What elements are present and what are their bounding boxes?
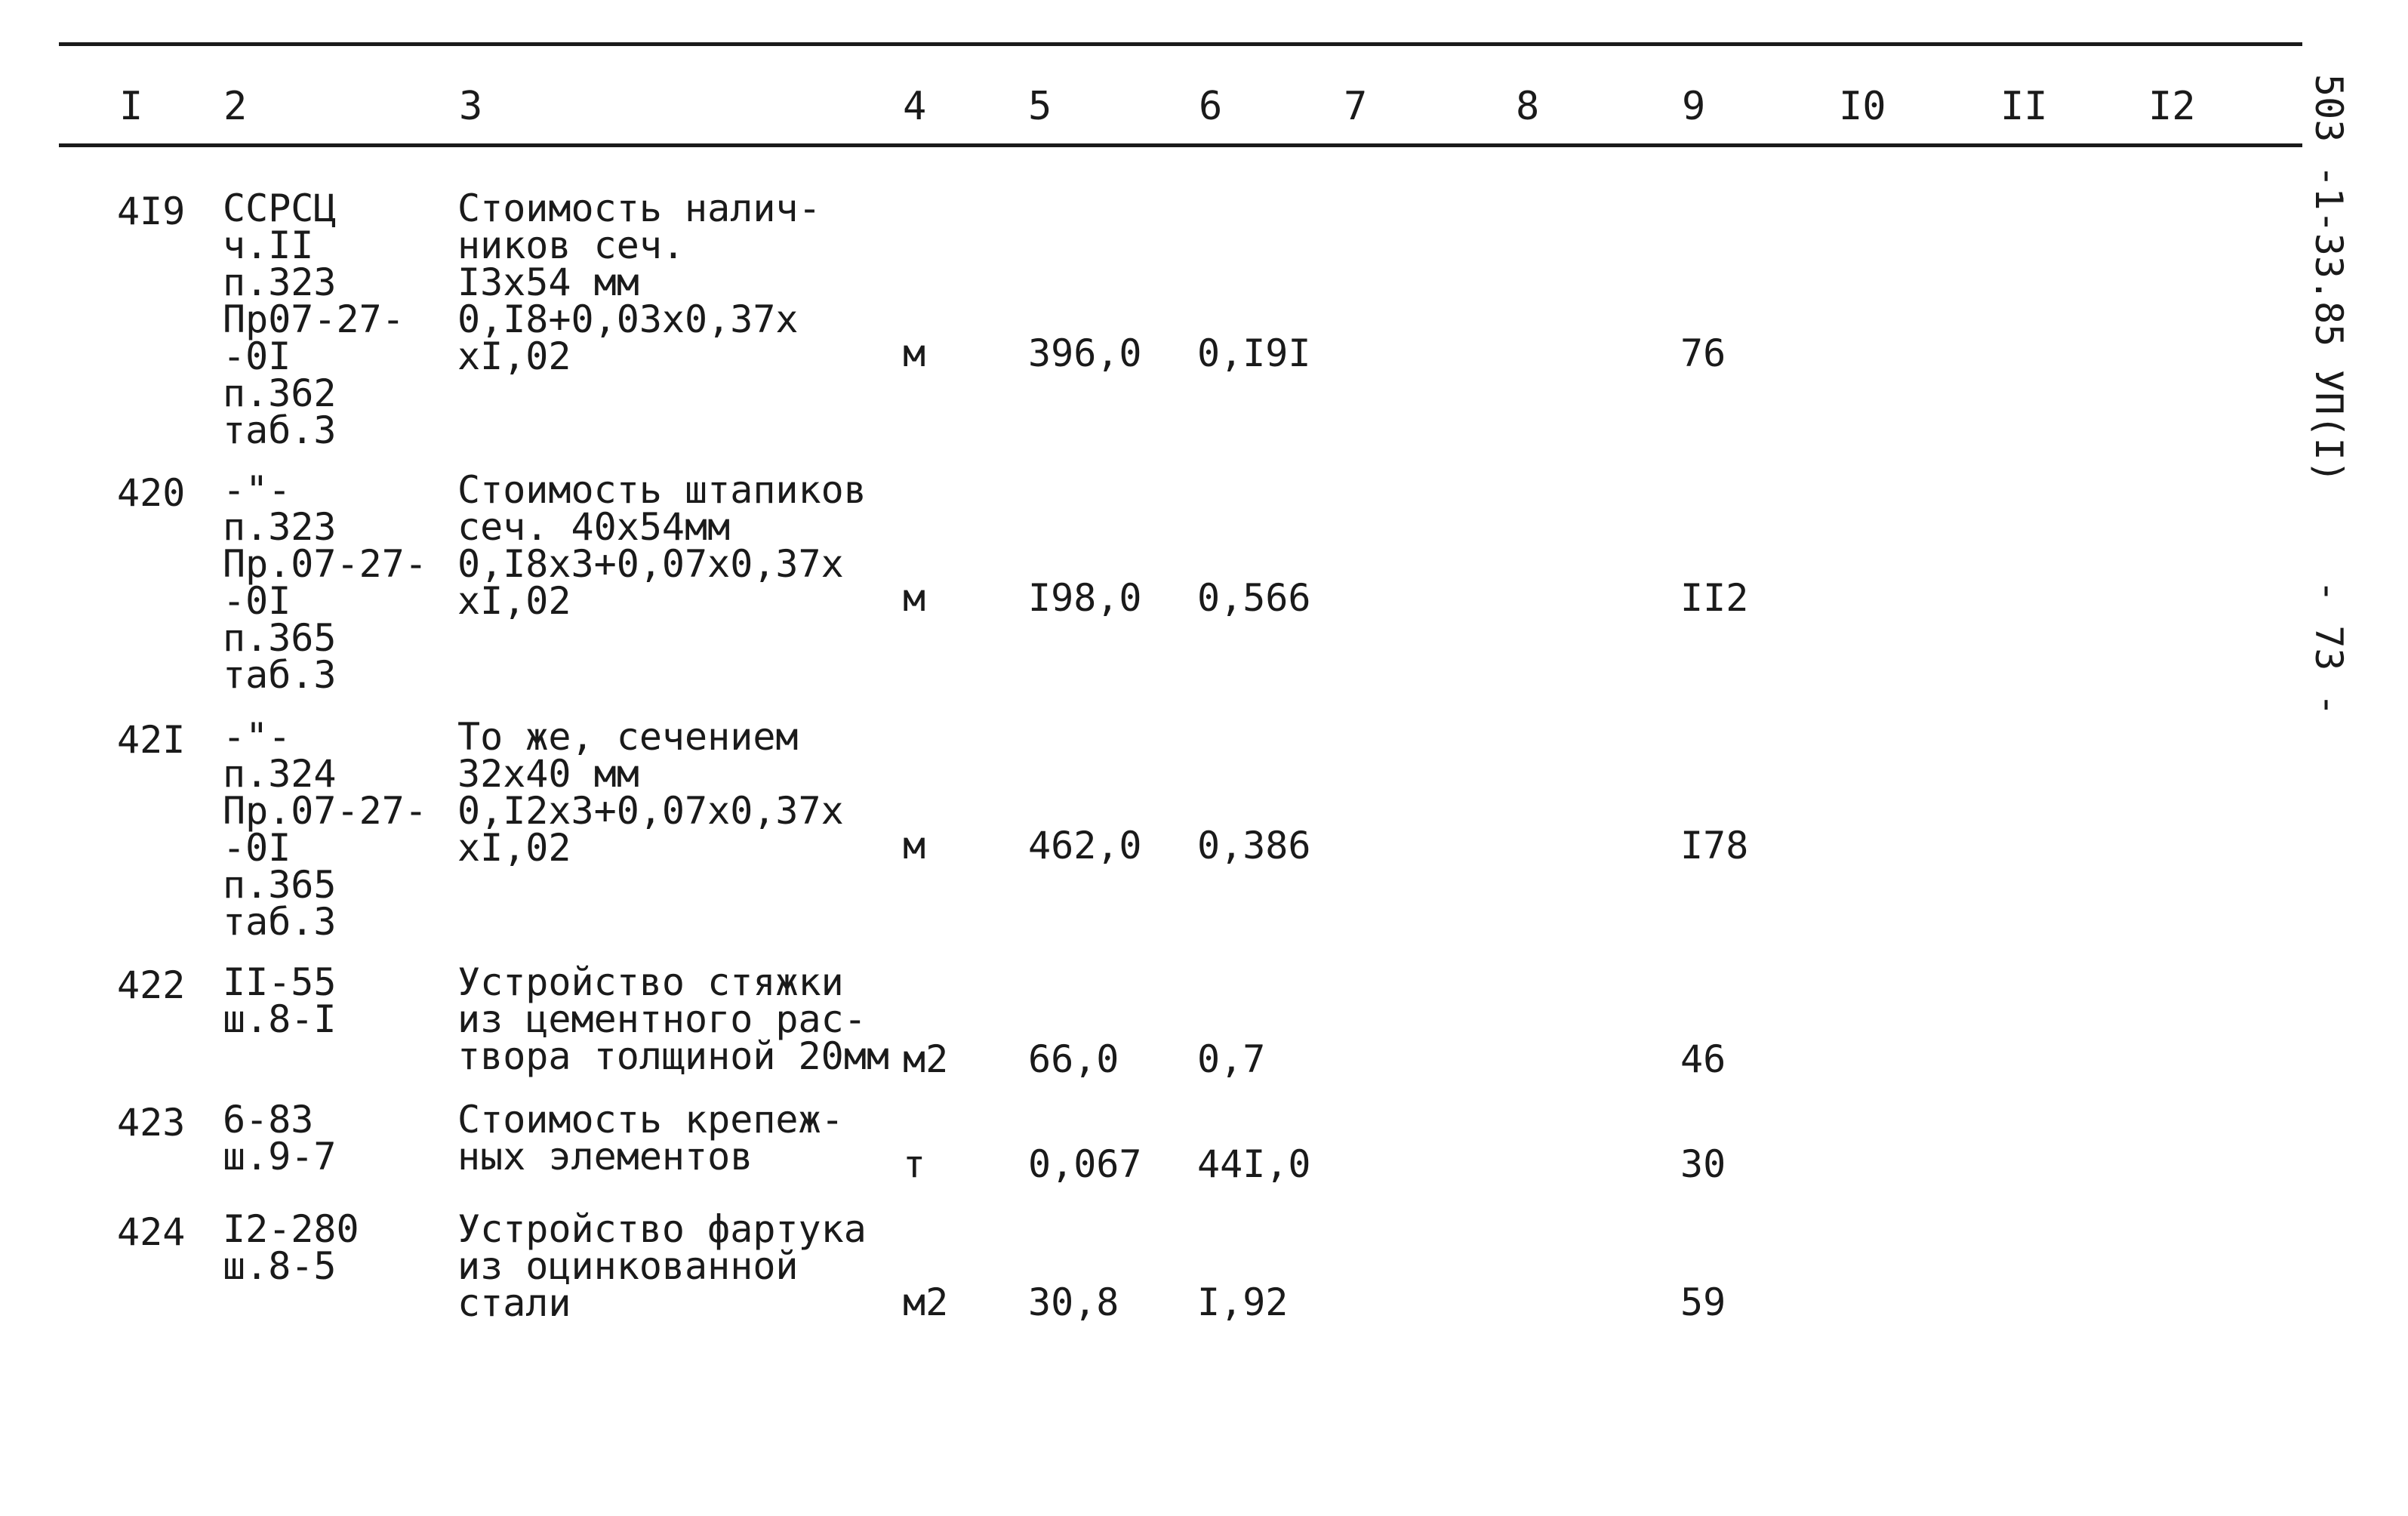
header-bottom-rule: [59, 143, 2302, 147]
row-unit-price: 0,566: [1197, 576, 1311, 620]
row-reference: ССРСЦ ч.II п.323 Пр07-27- -0I п.362 таб.3: [223, 186, 405, 452]
row-unit: м: [903, 576, 926, 620]
column-header-8: 8: [1516, 84, 1540, 129]
page-number: - 73 -: [2307, 580, 2351, 716]
column-header-12: I2: [2148, 84, 2196, 129]
row-total: 76: [1680, 331, 1726, 375]
document-code: 503 -1-33.85 УП(I): [2307, 74, 2351, 483]
row-description: Устройство фартука из оцинкованной стали: [457, 1207, 867, 1325]
row-unit-price: 44I,0: [1197, 1142, 1311, 1186]
column-header-9: 9: [1682, 84, 1706, 129]
column-header-3: 3: [459, 84, 483, 129]
row-unit: т: [903, 1142, 926, 1186]
row-unit-price: I,92: [1197, 1280, 1289, 1324]
row-number: 423: [117, 1101, 186, 1145]
row-quantity: I98,0: [1028, 576, 1142, 620]
column-header-4: 4: [903, 84, 927, 129]
column-header-1: I: [119, 84, 143, 129]
row-description: Стоимость штапиков сеч. 40x54мм 0,I8x3+0,07x0,37x xI,02: [457, 468, 867, 623]
row-reference: I2-280 ш.8-5: [223, 1207, 359, 1288]
row-quantity: 66,0: [1028, 1037, 1119, 1081]
row-reference: II-55 ш.8-I: [223, 960, 337, 1041]
row-quantity: 0,067: [1028, 1142, 1142, 1186]
row-description: То же, сечением 32x40 мм 0,I2x3+0,07x0,37x xI,02: [457, 715, 844, 870]
row-description: Стоимость крепеж- ных элементов: [457, 1098, 844, 1179]
column-header-6: 6: [1199, 84, 1223, 129]
row-number: 424: [117, 1210, 186, 1254]
row-description: Стоимость налич- ников сеч. I3x54 мм 0,I8+0,03x0,37x xI,02: [457, 186, 821, 378]
row-unit: м2: [903, 1037, 949, 1081]
row-unit: м: [903, 331, 926, 375]
row-total: I78: [1680, 824, 1749, 867]
row-description: Устройство стяжки из цементного рас- твора толщиной 20мм: [457, 960, 889, 1078]
column-header-2: 2: [223, 84, 248, 129]
row-quantity: 462,0: [1028, 824, 1142, 867]
row-total: 46: [1680, 1037, 1726, 1081]
row-unit: м2: [903, 1280, 949, 1324]
row-unit-price: 0,7: [1197, 1037, 1266, 1081]
row-unit-price: 0,386: [1197, 824, 1311, 867]
row-quantity: 30,8: [1028, 1280, 1119, 1324]
row-reference: -"- п.323 Пр.07-27- -0I п.365 таб.3: [223, 468, 427, 697]
row-total: 30: [1680, 1142, 1726, 1186]
row-total: II2: [1680, 576, 1749, 620]
column-header-7: 7: [1344, 84, 1368, 129]
row-unit-price: 0,I9I: [1197, 331, 1311, 375]
top-rule: [59, 42, 2302, 46]
row-number: 4I9: [117, 190, 186, 233]
row-reference: 6-83 ш.9-7: [223, 1098, 337, 1179]
row-unit: м: [903, 824, 926, 867]
row-number: 42I: [117, 718, 186, 762]
row-number: 422: [117, 963, 186, 1007]
row-number: 420: [117, 471, 186, 515]
row-total: 59: [1680, 1280, 1726, 1324]
row-reference: -"- п.324 Пр.07-27- -0I п.365 таб.3: [223, 715, 427, 944]
column-header-10: I0: [1839, 84, 1886, 129]
column-header-11: II: [2000, 84, 2048, 129]
row-quantity: 396,0: [1028, 331, 1142, 375]
column-header-5: 5: [1028, 84, 1052, 129]
